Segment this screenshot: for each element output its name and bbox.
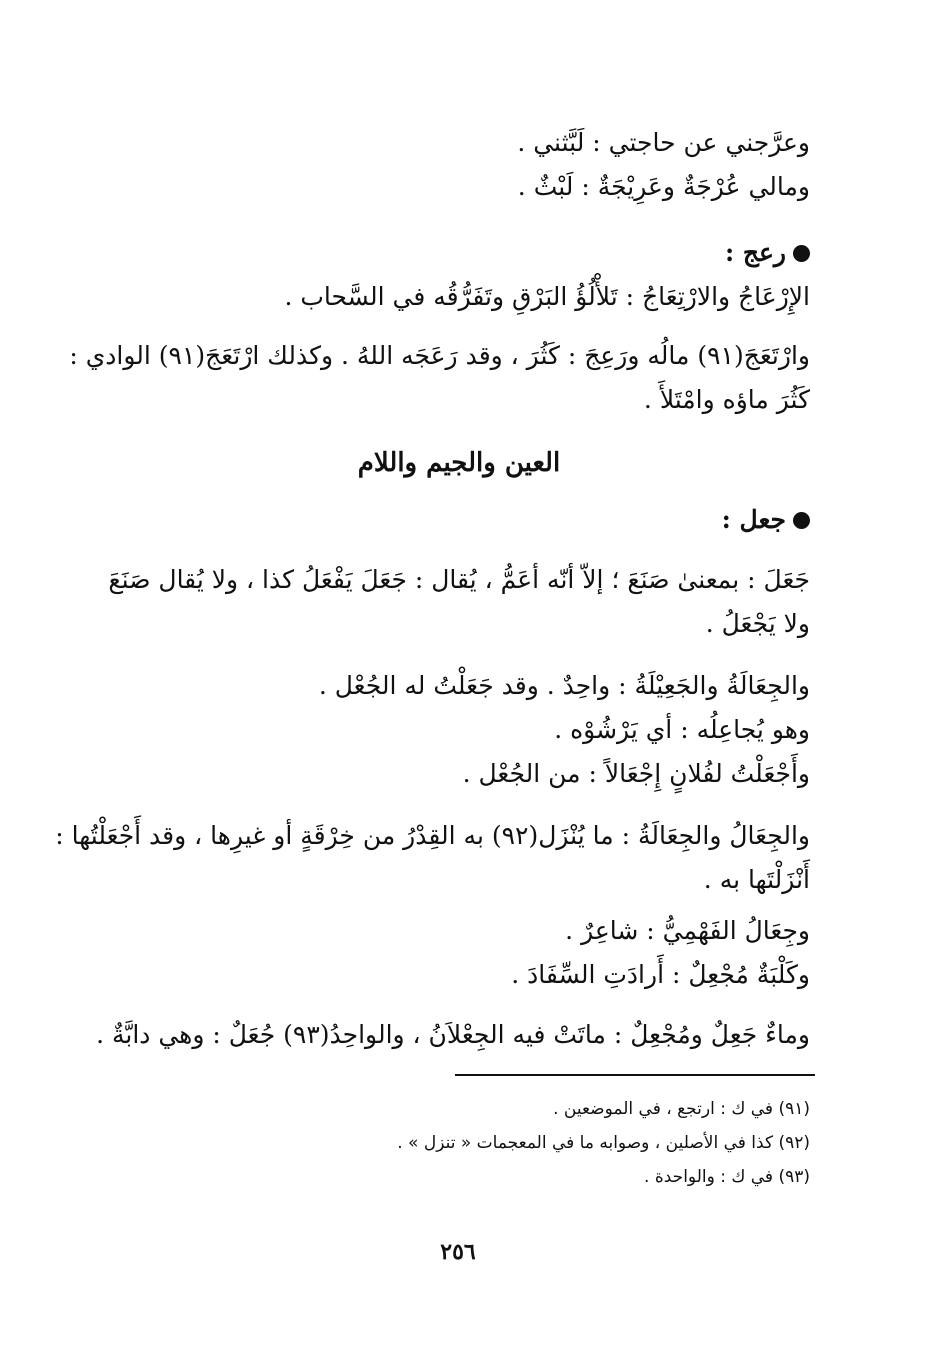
page-number: ٢٥٦ [440,1239,476,1265]
text-line: وارْتَعَجَ(٩١) مالُه ورَعِجَ : كَثُرَ ، وقد رَعَجَه اللهُ . وكذلك ارْتَعَجَ(٩١) الوادي : [69,341,810,370]
text-block-jiaal-fahmi [118,909,810,997]
text-line: أَنْزَلْتَها به . [703,865,810,894]
bullet-icon [793,245,810,262]
text-block-arj [118,121,810,209]
footnotes [118,1092,810,1194]
text-line: وأَجْعَلْتُ لفُلانٍ إِجْعَالاً : من الجُعْل . [462,759,810,788]
footnote-divider [455,1074,815,1076]
text-line: وجِعَالُ الفَهْمِيُّ : شاعِرٌ . [565,916,810,945]
entry-heading-text: رعج : [724,238,786,267]
text-line: وهو يُجاعِلُه : أي يَرْشُوْه . [554,715,810,744]
section-title: العين والجيم واللام [357,448,561,478]
footnote: (٩١) في ك : ارتجع ، في الموضعين . [553,1099,810,1119]
text-line: ولا يَجْعَلُ . [705,609,810,638]
footnote: (٩٣) في ك : والواحدة . [644,1167,810,1187]
text-line: والجِعَالَةُ والجَعِيْلَةُ : واحِدٌ . وقد جَعَلْتُ له الجُعْل . [318,671,810,700]
entry-jaal-heading [118,498,810,542]
text-line: الإِرْعَاجُ والارْتِعَاجُ : تَلأْلُؤُ البَرْقِ وتَفَرُّقُه في السَّحاب . [284,282,810,311]
text-block-jiala [118,664,810,796]
paragraph-irtaaj [69,334,810,422]
entry-raaj [118,231,810,319]
entry-heading [118,498,810,542]
text-line: ومالي عُرْجَةٌ وعَرِيْجَةٌ : لَبْثٌ . [517,172,810,201]
text-line: جَعَلَ : بمعنىٰ صَنَعَ ؛ إلاّ أنّه أعَمُّ ، يُقال : جَعَلَ يَفْعَلُ كذا ، ولا يُقال صَنَعَ [108,565,810,594]
footnote: (٩٢) كذا في الأصلين ، وصوابه ما في المعجمات « تنزل » . [397,1133,810,1153]
bullet-icon [793,512,810,529]
text-line: وماءٌ جَعِلٌ ومُجْعِلٌ : ماتَتْ فيه الجِعْلاَنُ ، والواحِدُ(٩٣) جُعَلٌ : وهي دابَّةٌ . [96,1020,810,1049]
paragraph-jaala [108,558,810,646]
text-line: وعرَّجني عن حاجتي : لَبَّثني . [517,128,810,157]
text-line: كَثُرَ ماؤه وامْتَلأَ . [643,385,810,414]
text-line: والجِعَالُ والجِعَالَةُ : ما يُنْزَل(٩٢) به القِدْرُ من خِرْقَةٍ أو غيرِها ، وقد أَجْعَلْتُها : [55,821,810,850]
paragraph-jiaal [55,814,810,902]
entry-heading [118,231,810,275]
text-block-maa-jaal [96,1013,810,1057]
entry-heading-text: جعل : [721,505,786,534]
text-line: وكَلْبَةٌ مُجْعِلٌ : أَرادَتِ السِّفَادَ . [511,960,810,989]
